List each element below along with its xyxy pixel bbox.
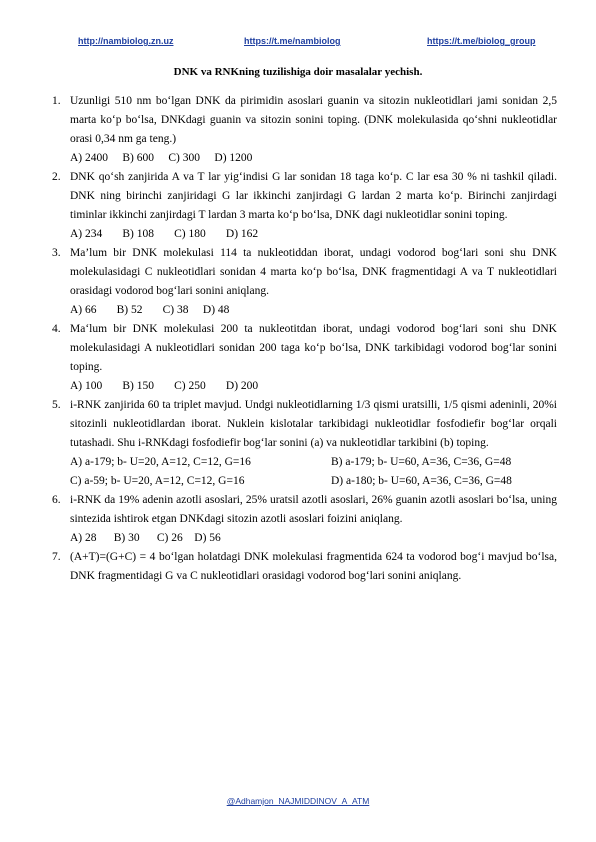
answer-options: A) 2400 B) 600 C) 300 D) 1200: [70, 152, 253, 164]
link-nambiolog-site[interactable]: http://nambiolog.zn.uz: [78, 36, 174, 46]
answer-options-row-2: [70, 472, 557, 491]
question-text: i-RNK da 19% adenin azotli asoslari, 25% uratsil azotli asoslari, 26% guanin azotli asoslari bo‘lsa, uning sintezida ishtirok etgan DNKdagi sitozin azotli asoslari foizini aniqlang.: [70, 494, 557, 525]
question-number: 5.: [52, 399, 61, 411]
question-text: Ma’lum bir DNK molekulasi 114 ta nukleotiddan iborat, undagi vodorod bog‘lari soni shu DNK molekulasidagi C nukleotidlari sonidan 4 marta ko‘p bo‘lsa, DNK fragmentidagi A va T nukleotidlari orasidagi vodorod bog‘lari sonini aniqlang.: [70, 247, 557, 297]
footer-handle[interactable]: @Adhamjon_NAJMIDDINOV_A_ATM: [226, 796, 370, 806]
question-text: i-RNK zanjirida 60 ta triplet mavjud. Undgi nukleotidlarning 1/3 qismi uratsilli, 1/5 qismi adeninli, 20%i sitozinli nukleotidlardan iborat. Nuklein kislotalar tarkibidagi nukleotidlar fosfodiefir bog‘lar orqali tutashadi. Shu i-RNKdagi fosfodiefir bog‘lar sonini (a) va nukleotidlar tarkibini (b) toping.: [70, 399, 557, 449]
question-text: Uzunligi 510 nm bo‘lgan DNK da pirimidin asoslari guanin va sitozin nukleotidlari jami sonidan 2,5 marta ko‘p bo‘lsa, DNKdagi guanin va sitozin sonini toping. (DNK molekulasida qo‘shni nukleotidlar orasi 0,34 nm ga teng.): [70, 95, 557, 145]
header-links: [0, 36, 596, 50]
question-number: 4.: [52, 323, 61, 335]
answer-options: A) 66 B) 52 C) 38 D) 48: [70, 304, 230, 316]
question-5: [46, 396, 557, 491]
question-number: 1.: [52, 95, 61, 107]
page-title: DNK va RNKning tuzilishiga doir masalalar yechish.: [173, 66, 423, 78]
link-telegram-biolog-group[interactable]: https://t.me/biolog_group: [427, 36, 536, 46]
question-4: [46, 320, 557, 396]
question-7: [46, 548, 557, 586]
answer-option-c: C) a-59; b- U=20, A=12, C=12, G=16: [70, 475, 245, 487]
question-1: [46, 92, 557, 168]
answer-option-b: B) a-179; b- U=60, A=36, C=36, G=48: [331, 456, 512, 468]
question-3: [46, 244, 557, 320]
question-number: 7.: [52, 551, 61, 563]
question-number: 2.: [52, 171, 61, 183]
question-text: (A+T)=(G+C) = 4 bo‘lgan holatdagi DNK molekulasi fragmentida 624 ta vodorod bog‘i mavjud bo‘lsa, DNK fragmentidagi G va C nukleotidlari orasidagi vodorod bog‘lari sonini aniqlang.: [70, 551, 557, 582]
question-number: 6.: [52, 494, 61, 506]
answer-option-a: A) a-179; b- U=20, A=12, C=12, G=16: [70, 456, 251, 468]
question-text: DNK qo‘sh zanjirida A va T lar yig‘indisi G lar sonidan 18 taga ko‘p. C lar esa 30 % ni tashkil qiladi. DNK ning birinchi zanjiridagi G lar ikkinchi zanjirdagi G lardan 2 marta ko‘p. Birinchi zanjirdagi timinlar ikkinchi zanjirdagi T lardan 3 marta ko‘p bo‘lsa, DNK dagi nukleotidlar sonini toping.: [70, 171, 557, 221]
question-2: [46, 168, 557, 244]
answer-options: A) 234 B) 108 C) 180 D) 162: [70, 228, 259, 240]
answer-options: A) 28 B) 30 C) 26 D) 56: [70, 532, 221, 544]
footer: [0, 796, 596, 806]
question-text: Ma‘lum bir DNK molekulasi 200 ta nukleotitdan iborat, undagi vodorod bog‘lari soni shu DNK molekulasidagi A nukleotidlari sonidan 200 taga ko‘p bo‘lsa, DNK tarkibidagi vodorod bog‘lar sonini toping.: [70, 323, 557, 373]
question-6: [46, 491, 557, 548]
question-list: [46, 92, 557, 586]
link-telegram-nambiolog[interactable]: https://t.me/nambiolog: [244, 36, 341, 46]
question-number: 3.: [52, 247, 61, 259]
answer-option-d: D) a-180; b- U=60, A=36, C=36, G=48: [331, 475, 512, 487]
answer-options: A) 100 B) 150 C) 250 D) 200: [70, 380, 259, 392]
answer-options-row-1: [70, 453, 557, 472]
